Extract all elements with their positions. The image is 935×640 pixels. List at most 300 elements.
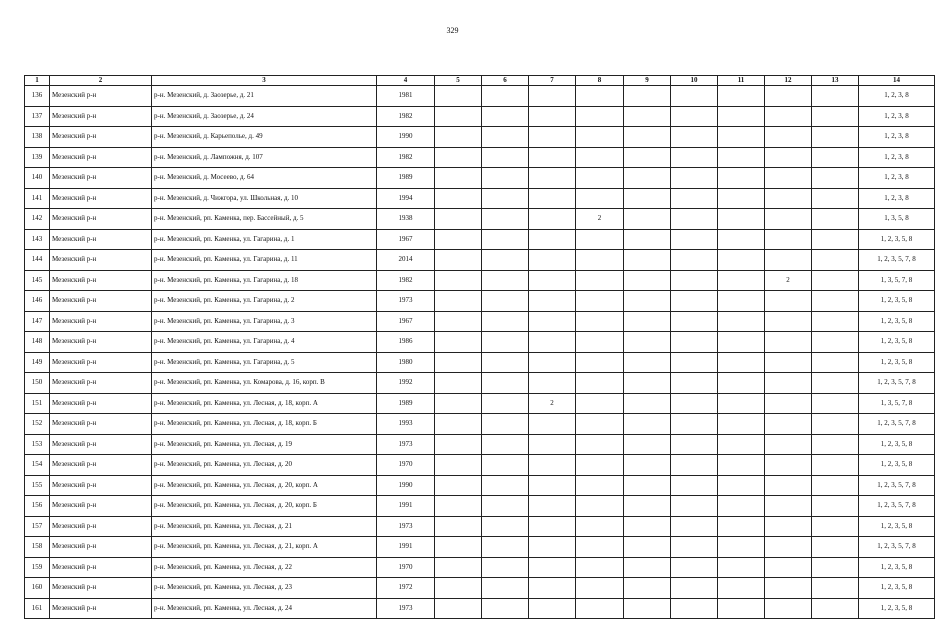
col10-cell <box>671 229 718 250</box>
col7-cell <box>529 106 576 127</box>
address-cell: р-н. Мезенский, д. Заозерье, д. 24 <box>152 106 377 127</box>
col5-cell <box>435 434 482 455</box>
year-cell: 1992 <box>377 373 435 394</box>
col12-cell <box>765 373 812 394</box>
col8-cell <box>576 147 624 168</box>
col8-cell <box>576 578 624 599</box>
address-cell: р-н. Мезенский, рп. Каменка, пер. Бассейный, д. 5 <box>152 209 377 230</box>
address-cell: р-н. Мезенский, рп. Каменка, ул. Лесная, д. 20, корп. Б <box>152 496 377 517</box>
col5-cell <box>435 188 482 209</box>
year-cell: 1993 <box>377 414 435 435</box>
col11-cell <box>718 496 765 517</box>
year-cell: 1991 <box>377 496 435 517</box>
col13-cell <box>812 311 859 332</box>
col10-cell <box>671 496 718 517</box>
col9-cell <box>624 250 671 271</box>
col8-cell <box>576 291 624 312</box>
year-cell: 1981 <box>377 86 435 107</box>
col13-cell <box>812 414 859 435</box>
codes-cell: 1, 2, 3, 5, 8 <box>859 516 935 537</box>
col10-cell <box>671 127 718 148</box>
col7-cell <box>529 209 576 230</box>
table-row <box>25 557 935 578</box>
col11-cell <box>718 270 765 291</box>
col5-cell <box>435 373 482 394</box>
col11-cell <box>718 229 765 250</box>
codes-cell: 1, 2, 3, 5, 8 <box>859 557 935 578</box>
col7-cell <box>529 352 576 373</box>
col13-cell <box>812 188 859 209</box>
district-cell: Мезенский р-н <box>50 455 152 476</box>
col5-cell <box>435 557 482 578</box>
col13-cell <box>812 147 859 168</box>
col9-cell <box>624 475 671 496</box>
address-cell: р-н. Мезенский, д. Чижгора, ул. Школьная, д. 10 <box>152 188 377 209</box>
year-cell: 1970 <box>377 455 435 476</box>
codes-cell: 1, 2, 3, 5, 8 <box>859 229 935 250</box>
col8-cell <box>576 434 624 455</box>
row-number: 150 <box>25 373 50 394</box>
col6-cell <box>482 209 529 230</box>
col13-cell <box>812 496 859 517</box>
row-number: 147 <box>25 311 50 332</box>
district-cell: Мезенский р-н <box>50 352 152 373</box>
col7-cell <box>529 168 576 189</box>
table-row <box>25 578 935 599</box>
col13-cell <box>812 352 859 373</box>
address-cell: р-н. Мезенский, д. Заозерье, д. 21 <box>152 86 377 107</box>
row-number: 155 <box>25 475 50 496</box>
col11-cell <box>718 168 765 189</box>
col6-cell <box>482 332 529 353</box>
col11-cell <box>718 332 765 353</box>
col13-cell <box>812 455 859 476</box>
year-cell: 1982 <box>377 106 435 127</box>
col9-cell <box>624 291 671 312</box>
col13-cell <box>812 168 859 189</box>
col10-cell <box>671 598 718 619</box>
row-number: 141 <box>25 188 50 209</box>
col5-cell <box>435 311 482 332</box>
col11-cell <box>718 373 765 394</box>
table-row <box>25 229 935 250</box>
year-cell: 1989 <box>377 393 435 414</box>
col6-cell <box>482 557 529 578</box>
district-cell: Мезенский р-н <box>50 537 152 558</box>
address-cell: р-н. Мезенский, рп. Каменка, ул. Лесная, д. 19 <box>152 434 377 455</box>
codes-cell: 1, 2, 3, 5, 7, 8 <box>859 414 935 435</box>
table-row <box>25 188 935 209</box>
col8-cell <box>576 127 624 148</box>
col12-cell <box>765 496 812 517</box>
col10-cell <box>671 106 718 127</box>
col9-cell <box>624 311 671 332</box>
col12-cell <box>765 147 812 168</box>
col8-cell <box>576 270 624 291</box>
col7-cell <box>529 578 576 599</box>
col11-cell <box>718 188 765 209</box>
table-row <box>25 496 935 517</box>
col6-cell <box>482 127 529 148</box>
col12-cell <box>765 106 812 127</box>
col7-cell <box>529 250 576 271</box>
col8-cell <box>576 557 624 578</box>
col8-cell <box>576 86 624 107</box>
column-header: 8 <box>576 76 624 86</box>
col5-cell <box>435 106 482 127</box>
col10-cell <box>671 250 718 271</box>
col12-cell <box>765 311 812 332</box>
district-cell: Мезенский р-н <box>50 147 152 168</box>
col12-cell <box>765 414 812 435</box>
year-cell: 1990 <box>377 475 435 496</box>
col9-cell <box>624 414 671 435</box>
codes-cell: 1, 2, 3, 5, 8 <box>859 578 935 599</box>
col6-cell <box>482 229 529 250</box>
col12-cell <box>765 578 812 599</box>
table-row <box>25 86 935 107</box>
col12-cell <box>765 455 812 476</box>
col11-cell <box>718 578 765 599</box>
district-cell: Мезенский р-н <box>50 516 152 537</box>
address-cell: р-н. Мезенский, рп. Каменка, ул. Лесная, д. 18, корп. А <box>152 393 377 414</box>
col8-cell <box>576 373 624 394</box>
col5-cell <box>435 496 482 517</box>
table-row <box>25 434 935 455</box>
col10-cell <box>671 537 718 558</box>
col5-cell <box>435 147 482 168</box>
district-cell: Мезенский р-н <box>50 270 152 291</box>
col12-cell <box>765 127 812 148</box>
col7-cell <box>529 127 576 148</box>
col12-cell <box>765 229 812 250</box>
address-cell: р-н. Мезенский, рп. Каменка, ул. Лесная, д. 23 <box>152 578 377 599</box>
district-cell: Мезенский р-н <box>50 209 152 230</box>
col11-cell <box>718 455 765 476</box>
col8-cell <box>576 188 624 209</box>
col9-cell <box>624 455 671 476</box>
col13-cell <box>812 537 859 558</box>
address-cell: р-н. Мезенский, рп. Каменка, ул. Лесная, д. 18, корп. Б <box>152 414 377 435</box>
col8-cell <box>576 168 624 189</box>
codes-cell: 1, 2, 3, 5, 7, 8 <box>859 250 935 271</box>
table-row <box>25 393 935 414</box>
col12-cell <box>765 209 812 230</box>
year-cell: 1982 <box>377 270 435 291</box>
address-cell: р-н. Мезенский, рп. Каменка, ул. Гагарина, д. 3 <box>152 311 377 332</box>
col5-cell <box>435 393 482 414</box>
col10-cell <box>671 557 718 578</box>
col11-cell <box>718 209 765 230</box>
codes-cell: 1, 2, 3, 8 <box>859 168 935 189</box>
address-cell: р-н. Мезенский, рп. Каменка, ул. Гагарина, д. 2 <box>152 291 377 312</box>
row-number: 159 <box>25 557 50 578</box>
table-row <box>25 475 935 496</box>
table-row <box>25 455 935 476</box>
row-number: 137 <box>25 106 50 127</box>
column-header: 4 <box>377 76 435 86</box>
row-number: 146 <box>25 291 50 312</box>
col12-cell <box>765 250 812 271</box>
col12-cell <box>765 434 812 455</box>
col9-cell <box>624 557 671 578</box>
col9-cell <box>624 434 671 455</box>
col9-cell <box>624 578 671 599</box>
col6-cell <box>482 598 529 619</box>
col10-cell <box>671 188 718 209</box>
year-cell: 1973 <box>377 516 435 537</box>
year-cell: 1986 <box>377 332 435 353</box>
table-row <box>25 373 935 394</box>
col13-cell <box>812 598 859 619</box>
column-header: 2 <box>50 76 152 86</box>
col6-cell <box>482 291 529 312</box>
row-number: 153 <box>25 434 50 455</box>
column-header: 9 <box>624 76 671 86</box>
table-row <box>25 209 935 230</box>
col6-cell <box>482 147 529 168</box>
col8-cell <box>576 496 624 517</box>
col5-cell <box>435 270 482 291</box>
table-row <box>25 598 935 619</box>
table-row <box>25 414 935 435</box>
col5-cell <box>435 127 482 148</box>
table-body <box>25 86 935 619</box>
row-number: 151 <box>25 393 50 414</box>
codes-cell: 1, 2, 3, 5, 8 <box>859 352 935 373</box>
col13-cell <box>812 393 859 414</box>
row-number: 152 <box>25 414 50 435</box>
col13-cell <box>812 578 859 599</box>
col6-cell <box>482 475 529 496</box>
codes-cell: 1, 2, 3, 5, 8 <box>859 434 935 455</box>
col10-cell <box>671 373 718 394</box>
district-cell: Мезенский р-н <box>50 168 152 189</box>
codes-cell: 1, 2, 3, 5, 7, 8 <box>859 537 935 558</box>
row-number: 143 <box>25 229 50 250</box>
col8-cell <box>576 352 624 373</box>
codes-cell: 1, 2, 3, 5, 8 <box>859 311 935 332</box>
col9-cell <box>624 188 671 209</box>
row-number: 139 <box>25 147 50 168</box>
address-cell: р-н. Мезенский, рп. Каменка, ул. Лесная, д. 21 <box>152 516 377 537</box>
col11-cell <box>718 414 765 435</box>
col9-cell <box>624 209 671 230</box>
col10-cell <box>671 475 718 496</box>
col8-cell <box>576 229 624 250</box>
address-cell: р-н. Мезенский, д. Карьеполье, д. 49 <box>152 127 377 148</box>
col11-cell <box>718 250 765 271</box>
year-cell: 1938 <box>377 209 435 230</box>
col6-cell <box>482 455 529 476</box>
year-cell: 1973 <box>377 291 435 312</box>
column-header: 1 <box>25 76 50 86</box>
address-cell: р-н. Мезенский, рп. Каменка, ул. Гагарина, д. 5 <box>152 352 377 373</box>
column-header: 5 <box>435 76 482 86</box>
col11-cell <box>718 393 765 414</box>
col13-cell <box>812 516 859 537</box>
year-cell: 1967 <box>377 311 435 332</box>
year-cell: 1982 <box>377 147 435 168</box>
codes-cell: 1, 2, 3, 5, 8 <box>859 455 935 476</box>
col8-cell <box>576 537 624 558</box>
col10-cell <box>671 352 718 373</box>
address-cell: р-н. Мезенский, рп. Каменка, ул. Гагарина, д. 18 <box>152 270 377 291</box>
district-cell: Мезенский р-н <box>50 393 152 414</box>
codes-cell: 1, 2, 3, 5, 8 <box>859 598 935 619</box>
col6-cell <box>482 414 529 435</box>
col13-cell <box>812 270 859 291</box>
col11-cell <box>718 557 765 578</box>
col8-cell <box>576 455 624 476</box>
col12-cell <box>765 86 812 107</box>
col9-cell <box>624 270 671 291</box>
col13-cell <box>812 106 859 127</box>
col6-cell <box>482 373 529 394</box>
col5-cell <box>435 291 482 312</box>
col11-cell <box>718 311 765 332</box>
col13-cell <box>812 373 859 394</box>
col9-cell <box>624 147 671 168</box>
col6-cell <box>482 168 529 189</box>
district-cell: Мезенский р-н <box>50 188 152 209</box>
district-cell: Мезенский р-н <box>50 332 152 353</box>
col13-cell <box>812 475 859 496</box>
district-cell: Мезенский р-н <box>50 106 152 127</box>
col6-cell <box>482 250 529 271</box>
row-number: 142 <box>25 209 50 230</box>
col6-cell <box>482 516 529 537</box>
row-number: 148 <box>25 332 50 353</box>
col13-cell <box>812 291 859 312</box>
col10-cell <box>671 578 718 599</box>
col12-cell <box>765 475 812 496</box>
col5-cell <box>435 455 482 476</box>
col6-cell <box>482 311 529 332</box>
codes-cell: 1, 2, 3, 5, 7, 8 <box>859 373 935 394</box>
col10-cell <box>671 332 718 353</box>
col13-cell <box>812 332 859 353</box>
col12-cell <box>765 557 812 578</box>
col5-cell <box>435 352 482 373</box>
col9-cell <box>624 127 671 148</box>
col8-cell <box>576 311 624 332</box>
codes-cell: 1, 2, 3, 8 <box>859 86 935 107</box>
year-cell: 1990 <box>377 127 435 148</box>
codes-cell: 1, 2, 3, 5, 7, 8 <box>859 475 935 496</box>
codes-cell: 1, 3, 5, 7, 8 <box>859 393 935 414</box>
col7-cell <box>529 537 576 558</box>
col6-cell <box>482 352 529 373</box>
codes-cell: 1, 2, 3, 8 <box>859 188 935 209</box>
column-header: 6 <box>482 76 529 86</box>
table-row <box>25 332 935 353</box>
district-cell: Мезенский р-н <box>50 557 152 578</box>
col5-cell <box>435 250 482 271</box>
column-header: 12 <box>765 76 812 86</box>
address-cell: р-н. Мезенский, рп. Каменка, ул. Гагарина, д. 4 <box>152 332 377 353</box>
col5-cell <box>435 537 482 558</box>
column-header: 14 <box>859 76 935 86</box>
col9-cell <box>624 496 671 517</box>
column-header: 3 <box>152 76 377 86</box>
col7-cell <box>529 434 576 455</box>
col10-cell <box>671 434 718 455</box>
table-row <box>25 537 935 558</box>
col8-cell: 2 <box>576 209 624 230</box>
col12-cell <box>765 516 812 537</box>
column-header: 13 <box>812 76 859 86</box>
col11-cell <box>718 291 765 312</box>
row-number: 158 <box>25 537 50 558</box>
year-cell: 1973 <box>377 434 435 455</box>
col11-cell <box>718 475 765 496</box>
year-cell: 1973 <box>377 598 435 619</box>
row-number: 140 <box>25 168 50 189</box>
col8-cell <box>576 598 624 619</box>
col5-cell <box>435 414 482 435</box>
col8-cell <box>576 475 624 496</box>
col13-cell <box>812 229 859 250</box>
address-cell: р-н. Мезенский, рп. Каменка, ул. Гагарина, д. 1 <box>152 229 377 250</box>
col5-cell <box>435 578 482 599</box>
col5-cell <box>435 598 482 619</box>
col8-cell <box>576 516 624 537</box>
col7-cell <box>529 414 576 435</box>
col7-cell <box>529 557 576 578</box>
district-cell: Мезенский р-н <box>50 578 152 599</box>
column-header: 10 <box>671 76 718 86</box>
col6-cell <box>482 106 529 127</box>
district-cell: Мезенский р-н <box>50 229 152 250</box>
table-row <box>25 250 935 271</box>
col7-cell <box>529 475 576 496</box>
col7-cell <box>529 496 576 517</box>
col8-cell <box>576 332 624 353</box>
col12-cell <box>765 188 812 209</box>
column-header: 7 <box>529 76 576 86</box>
address-cell: р-н. Мезенский, рп. Каменка, ул. Лесная, д. 22 <box>152 557 377 578</box>
year-cell: 1991 <box>377 537 435 558</box>
col11-cell <box>718 106 765 127</box>
col7-cell <box>529 311 576 332</box>
col12-cell <box>765 352 812 373</box>
col10-cell <box>671 291 718 312</box>
col13-cell <box>812 209 859 230</box>
col9-cell <box>624 332 671 353</box>
col11-cell <box>718 147 765 168</box>
row-number: 156 <box>25 496 50 517</box>
col6-cell <box>482 86 529 107</box>
col13-cell <box>812 127 859 148</box>
district-cell: Мезенский р-н <box>50 86 152 107</box>
address-cell: р-н. Мезенский, рп. Каменка, ул. Лесная, д. 21, корп. А <box>152 537 377 558</box>
district-cell: Мезенский р-н <box>50 434 152 455</box>
address-cell: р-н. Мезенский, рп. Каменка, ул. Лесная, д. 20 <box>152 455 377 476</box>
col5-cell <box>435 475 482 496</box>
col9-cell <box>624 516 671 537</box>
housing-register-table <box>24 75 935 619</box>
table-row <box>25 270 935 291</box>
codes-cell: 1, 2, 3, 5, 7, 8 <box>859 496 935 517</box>
district-cell: Мезенский р-н <box>50 127 152 148</box>
col7-cell <box>529 229 576 250</box>
codes-cell: 1, 3, 5, 7, 8 <box>859 270 935 291</box>
col9-cell <box>624 373 671 394</box>
col7-cell: 2 <box>529 393 576 414</box>
col12-cell <box>765 598 812 619</box>
col6-cell <box>482 434 529 455</box>
